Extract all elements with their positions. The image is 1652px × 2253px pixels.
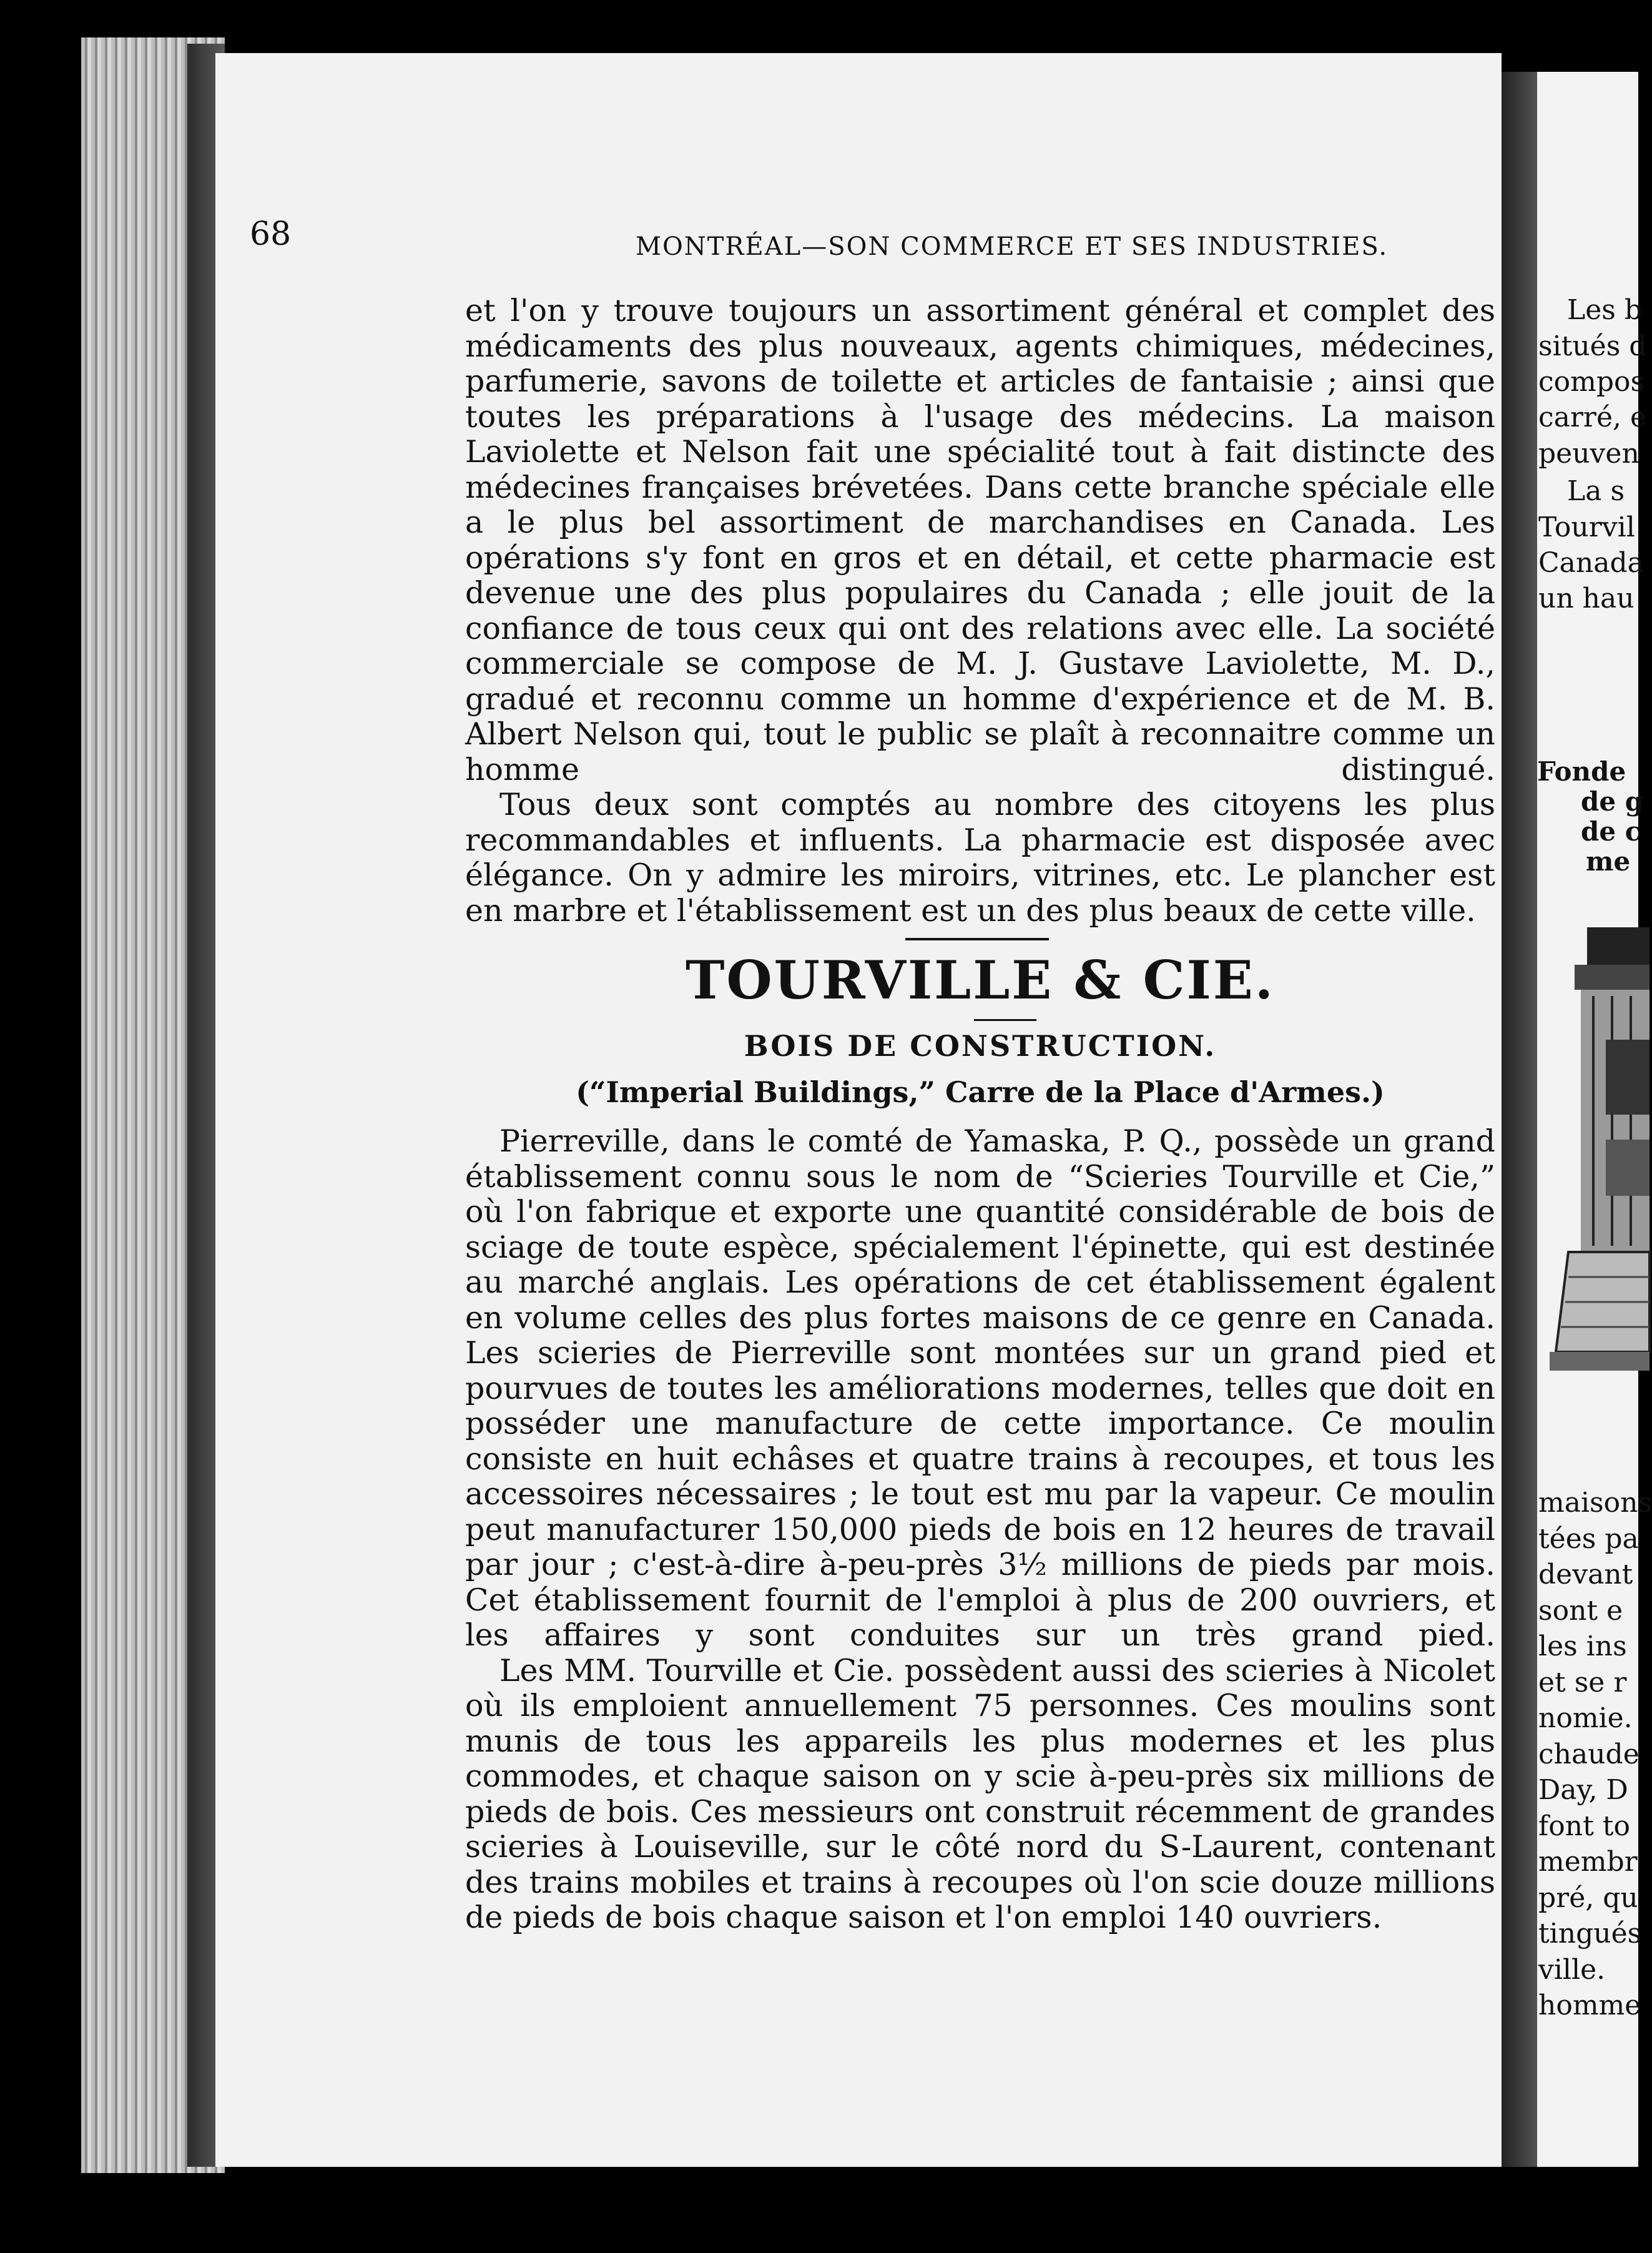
facing-line: tées pa <box>1538 1523 1639 1555</box>
facing-line: homme <box>1538 1989 1641 2021</box>
facing-line: un hau <box>1538 583 1635 614</box>
facing-line: peuven <box>1538 438 1640 470</box>
paragraph: et l'on y trouve toujours un assortiment général et complet des médicaments des plus nouveaux, agents chimiques, médecines, parfumerie, savons de toilette et articles de fantaisie ; ainsi que toutes les préparations à l'usage des médecins. La maison Laviolette et Nelson fait une spécialité tout à fait distincte des médecines françaises brévetées. Dans cette branche spéciale elle a le plus bel assortiment de marchandises en Canada. Les opérations s'y font en gros et en détail, et cette pharmacie est devenue une des plus populaires du Canada ; elle jouit de la confiance de tous ceux qui ont des relations avec elle. La société commerciale se compose de M. J. Gustave Laviolette, M. D., gradué et reconnu comme un homme d'expérience et de M. B. Albert Nelson qui, tout le public se plaît à reconnaitre comme un homme distingué. <box>465 293 1495 787</box>
facing-line: Les b <box>1567 294 1642 326</box>
facing-line: maisons <box>1538 1487 1652 1519</box>
facing-line: ville. <box>1538 1954 1606 1986</box>
facing-line: devant <box>1538 1559 1633 1590</box>
facing-line: La s <box>1567 475 1625 507</box>
facing-line: Tourvil <box>1538 511 1635 543</box>
article-title: TOURVILLE & CIE. <box>685 949 1276 1011</box>
facing-line: Day, D <box>1538 1774 1628 1806</box>
article-body <box>465 1124 1495 1936</box>
running-header: MONTRÉAL—SON COMMERCE ET SES INDUSTRIES. <box>636 232 1389 261</box>
facing-line: membr <box>1538 1846 1638 1878</box>
paragraph: Les MM. Tourville et Cie. possèdent aussi des scieries à Nicolet où ils emploient annuellement 75 personnes. Ces moulins sont munis de tous les appareils les plus modernes et les plus commodes, et chaque saison on y scie à-peu-près six millions de pieds de bois. Ces messieurs ont construit récemment de grandes scieries à Louiseville, sur le côté nord du S-Laurent, contenant des trains mobiles et trains à recoupes où l'on scie douze millions de pieds de bois chaque saison et l'on emploi 140 ouvriers. <box>465 1652 1495 1935</box>
book-gutter <box>1502 72 1539 2167</box>
facing-heading-line: de g <box>1581 786 1644 817</box>
facing-line: chaude <box>1538 1738 1640 1770</box>
facing-line: font to <box>1538 1810 1630 1842</box>
facing-line: sont e <box>1538 1595 1623 1627</box>
facing-page <box>1537 72 1652 2167</box>
paragraph: Pierreville, dans le comté de Yamaska, P. Q., possède un grand établissement connu sous le nom de “Scieries Tourville et Cie,” où l'on fabrique et exporte une quantité considérable de bois de sciage de toute espèce, spécialement l'épinette, qui est destinée au marché anglais. Les opérations de cet établissement égalent en volume celles des plus fortes maisons de ce genre en Canada. Les scieries de Pierreville sont montées sur un grand pied et pourvues de toutes les améliorations modernes, telles que doit en posséder une manufacture de cette importance. Ce moulin consiste en huit echâses et quatre trains à recoupes, et tous les accessoires nécessaires ; le tout est mu par la vapeur. Ce moulin peut manufacturer 150,000 pieds de bois en 12 heures de travail par jour ; c'est-à-dire à-peu-près 3½ millions de pieds par mois. Cet établissement fournit de l'emploi à plus de 200 ouvriers, et les affaires y sont conduites sur un très grand pied. <box>465 1123 1495 1653</box>
facing-line: tingués <box>1538 1918 1642 1950</box>
page-number: 68 <box>250 215 292 253</box>
section-divider <box>905 938 1049 940</box>
facing-line: compos <box>1538 366 1645 398</box>
article-address: (“Imperial Buildings,” Carre de la Place d'Armes.) <box>576 1075 1385 1109</box>
facing-line: nomie. <box>1538 1702 1633 1734</box>
facing-line: pré, qu <box>1538 1882 1638 1914</box>
stove-illustration-image <box>1550 915 1650 1402</box>
paragraph: Tous deux sont comptés au nombre des citoyens les plus recommandables et influents. La pharmacie est disposée avec élégance. On y admire les miroirs, vitrines, etc. Le plancher est en marbre et l'établissement est un des plus beaux de cette ville. <box>465 787 1495 929</box>
facing-heading-line: de c <box>1581 816 1641 847</box>
facing-heading-line: me <box>1586 846 1631 877</box>
facing-line: carré, e <box>1538 402 1646 433</box>
facing-line: Canada <box>1538 547 1644 579</box>
facing-line: situés d <box>1538 330 1647 362</box>
facing-heading-line: Fonde <box>1537 756 1626 787</box>
facing-line: les ins <box>1538 1630 1627 1662</box>
title-rule <box>974 1019 1036 1021</box>
intro-text <box>465 293 1495 929</box>
facing-line: et se r <box>1538 1667 1627 1698</box>
article-subtitle: BOIS DE CONSTRUCTION. <box>744 1029 1217 1063</box>
